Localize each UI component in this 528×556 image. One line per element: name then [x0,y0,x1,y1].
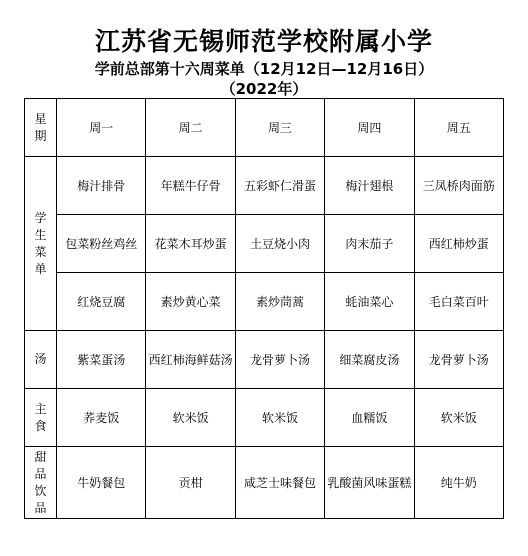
menu-year: （2022年） [220,80,308,98]
menu-cell: 梅汁排骨 [57,157,146,215]
day-header: 周二 [146,99,235,157]
dessert-cell: 贡柑 [146,447,235,519]
day-header: 周一 [57,99,146,157]
menu-cell: 素炒黄心菜 [146,273,235,331]
dessert-drink-label: 甜品饮品 [25,447,57,519]
menu-cell: 包菜粉丝鸡丝 [57,215,146,273]
staple-cell: 软米饭 [146,389,235,447]
dessert-cell: 牛奶餐包 [57,447,146,519]
day-header: 周三 [235,99,324,157]
day-header: 周五 [414,99,503,157]
menu-cell: 花菜木耳炒蛋 [146,215,235,273]
menu-cell: 蚝油菜心 [325,273,414,331]
student-menu-row [25,273,504,331]
menu-cell: 五彩虾仁滑蛋 [235,157,324,215]
staple-cell: 软米饭 [235,389,324,447]
menu-cell: 年糕牛仔骨 [146,157,235,215]
menu-cell: 梅汁翅根 [325,157,414,215]
menu-cell: 土豆烧小肉 [235,215,324,273]
staple-label: 主食 [25,389,57,447]
student-menu-row [25,215,504,273]
dessert-cell: 咸芝士味餐包 [235,447,324,519]
corner-label: 星期 [25,99,57,157]
day-header-row [25,99,504,157]
staple-row [25,389,504,447]
menu-cell: 红烧豆腐 [57,273,146,331]
school-name: 江苏省无锡师范学校附属小学 [94,27,433,56]
menu-title: 学前总部第十六周菜单（12月12日—12月16日） [94,60,434,78]
soup-label: 汤 [25,331,57,389]
student-menu-label: 学生菜单 [25,157,57,331]
staple-cell: 荞麦饭 [57,389,146,447]
soup-cell: 紫菜蛋汤 [57,331,146,389]
weekly-menu-table [24,98,504,519]
dessert-cell: 乳酸菌风味蛋糕 [325,447,414,519]
soup-cell: 龙骨萝卜汤 [414,331,503,389]
soup-cell: 龙骨萝卜汤 [235,331,324,389]
staple-cell: 软米饭 [414,389,503,447]
menu-cell: 西红柿炒蛋 [414,215,503,273]
soup-cell: 细菜腐皮汤 [325,331,414,389]
student-menu-row [25,157,504,215]
day-header: 周四 [325,99,414,157]
menu-cell: 素炒茼蒿 [235,273,324,331]
menu-cell: 三凤桥肉面筋 [414,157,503,215]
soup-cell: 西红柿海鲜菇汤 [146,331,235,389]
dessert-drink-row [25,447,504,519]
dessert-cell: 纯牛奶 [414,447,503,519]
menu-cell: 肉末茄子 [325,215,414,273]
soup-row [25,331,504,389]
menu-cell: 毛白菜百叶 [414,273,503,331]
staple-cell: 血糯饭 [325,389,414,447]
